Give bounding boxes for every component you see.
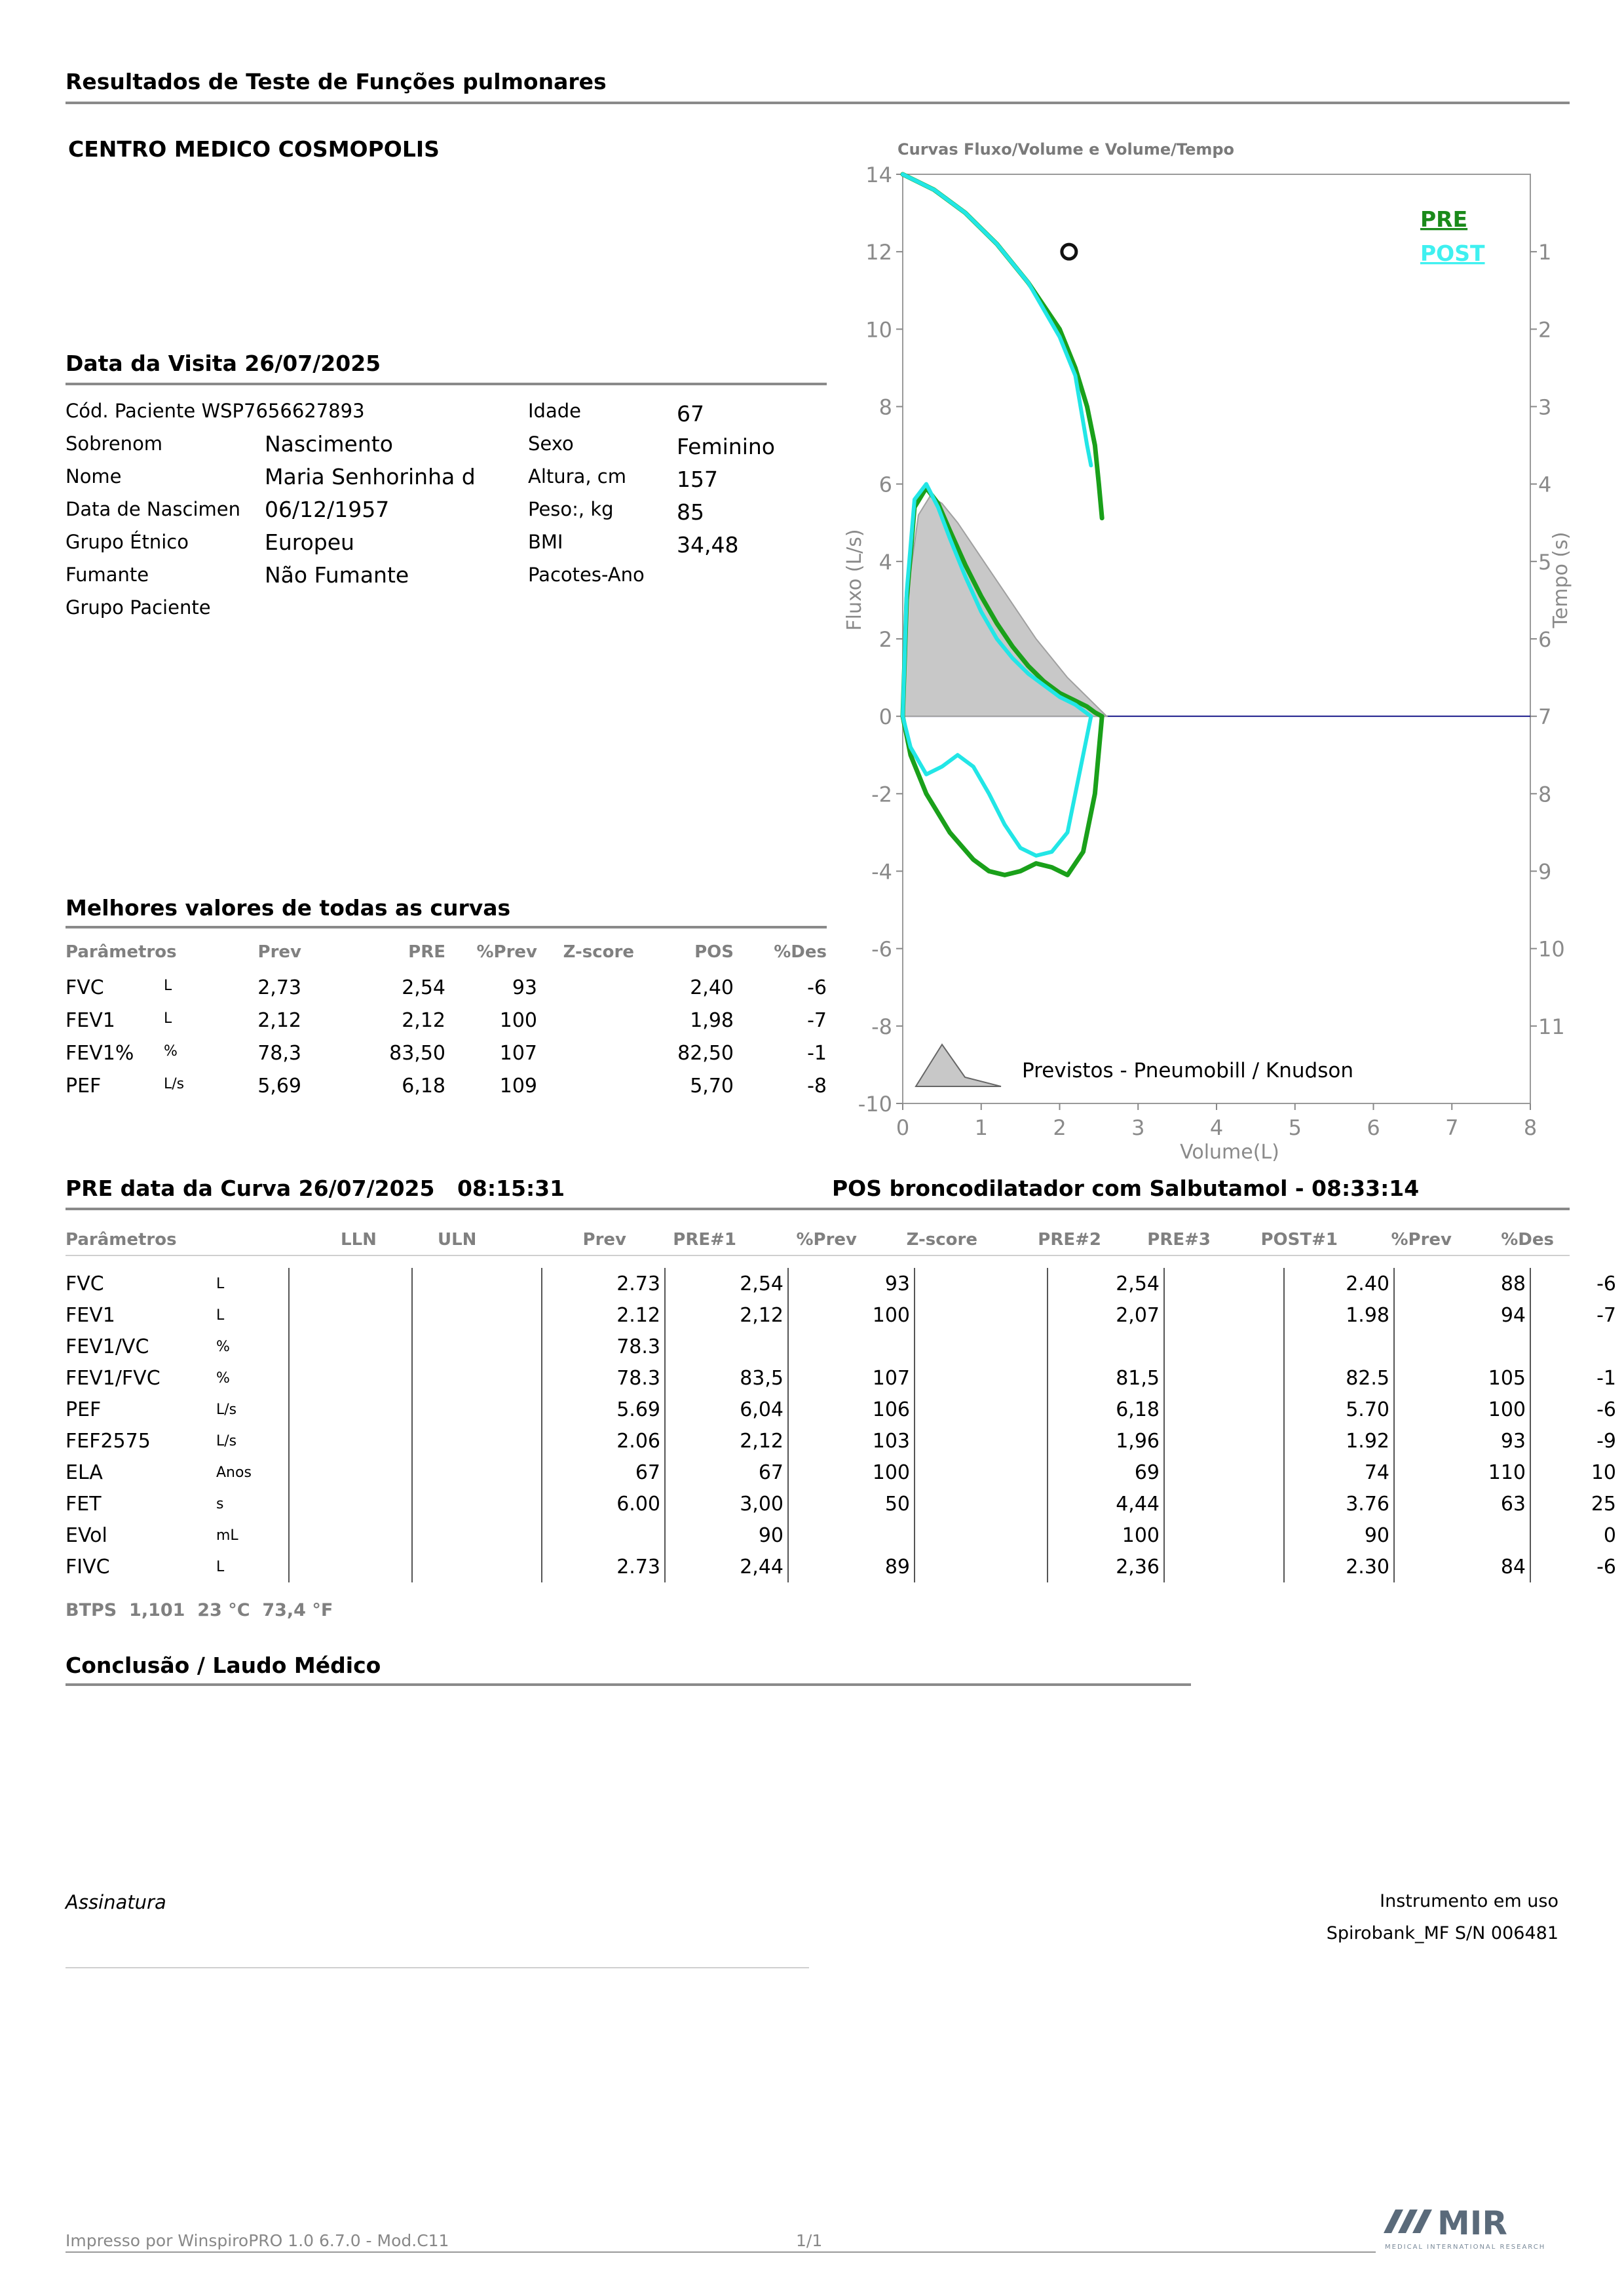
footer-printed-by: Impresso por WinspiroPRO 1.0 6.7.0 - Mod.C11 (66, 2231, 449, 2250)
instrument-label: Instrumento em uso (1380, 1891, 1558, 1911)
fev1-marker (1062, 244, 1076, 259)
pre-table-cell: 2,54 (665, 1268, 788, 1299)
best-values-header: POS (694, 942, 734, 962)
best-values-header: Z-score (563, 942, 634, 962)
pre-table-cell: Anos (216, 1464, 252, 1481)
pre-table-cell (412, 1299, 542, 1331)
patient-code: Cód. Paciente WSP7656627893 (66, 400, 365, 422)
pre-post-table (66, 1268, 1620, 1582)
x-tick-label: 3 (1131, 1115, 1145, 1140)
pre-table-cell: 2,07 (1048, 1299, 1164, 1331)
pre-table-cell: -6 (1530, 1268, 1620, 1299)
pre-table-cell (289, 1268, 412, 1299)
pre-table-cell: FEV1/FVC (66, 1366, 161, 1390)
pre-table-cell (1164, 1394, 1284, 1425)
pre-table-cell (412, 1551, 542, 1582)
pre-table-cell: 84 (1394, 1551, 1530, 1582)
pre-table-cell: FVC (66, 1272, 104, 1295)
best-values-header: %Des (774, 942, 827, 962)
pre-table-cell: 100 (788, 1457, 915, 1488)
best-values-header: %Prev (476, 942, 537, 962)
pre-table-cell (289, 1299, 412, 1331)
pre-table-cell (1164, 1331, 1284, 1362)
pre-table-header-cell: LLN (341, 1230, 377, 1250)
pre-table-cell: 5.70 (1284, 1394, 1394, 1425)
signature-line (66, 1967, 809, 1968)
pre-table-cell: 78.3 (542, 1362, 665, 1394)
series-pre-inspiratory (903, 716, 1102, 875)
pre-table-header-cell: Prev (582, 1230, 626, 1250)
pre-table-cell (915, 1331, 1048, 1362)
pre-table-cell: 67 (542, 1457, 665, 1488)
visit-heading: Data da Visita 26/07/2025 (66, 351, 381, 376)
pre-table-header-cell: ULN (438, 1230, 477, 1250)
pre-table-row (66, 1457, 1620, 1488)
pre-table-cell: L/s (216, 1432, 237, 1449)
pre-table-cell: 2,44 (665, 1551, 788, 1582)
visit-rule (66, 383, 827, 385)
pre-table-cell (788, 1520, 915, 1551)
best-values-cell-pos: 82,50 (677, 1042, 734, 1065)
mir-logo-sub: MEDICAL INTERNATIONAL RESEARCH (1385, 2244, 1546, 2251)
pre-table-cell: 90 (1284, 1520, 1394, 1551)
mir-logo-text: MIR (1437, 2204, 1507, 2242)
pre-table-cell: 94 (1394, 1299, 1530, 1331)
legend-post: POST (1420, 240, 1485, 266)
pre-table-cell: 1,96 (1048, 1425, 1164, 1457)
report-title: Resultados de Teste de Funções pulmonares (66, 69, 607, 94)
pre-curve-heading: PRE data da Curva 26/07/2025 08:15:31 (66, 1176, 565, 1201)
pre-table-cell (1394, 1520, 1530, 1551)
pre-table-cell: 2.40 (1284, 1268, 1394, 1299)
pre-table-cell: 2,54 (1048, 1268, 1164, 1299)
best-values-param: FEV1 (66, 1009, 115, 1032)
best-values-unit: L (164, 1010, 172, 1027)
pre-table-cell (915, 1394, 1048, 1425)
best-values-cell-pprev: 109 (499, 1075, 537, 1098)
y-tick-label: 0 (878, 704, 892, 730)
x-tick-label: 5 (1288, 1115, 1302, 1140)
pre-table-cell: 81,5 (1048, 1362, 1164, 1394)
pre-table-cell: 110 (1394, 1457, 1530, 1488)
conclusion-rule (66, 1683, 1191, 1686)
pre-table-cell: EVol (66, 1523, 107, 1547)
pre-table-cell: 6.00 (542, 1488, 665, 1520)
pre-table-cell: 0 (1530, 1520, 1620, 1551)
best-values-cell-pre: 6,18 (402, 1075, 445, 1098)
pre-table-cell: -9 (1530, 1425, 1620, 1457)
pre-table-header-cell: PRE#1 (673, 1230, 736, 1250)
pre-post-rule (66, 1208, 1570, 1210)
pre-table-cell (412, 1268, 542, 1299)
x-tick-label: 7 (1445, 1115, 1459, 1140)
y-tick-label: -10 (858, 1092, 892, 1117)
pre-table-row (66, 1394, 1620, 1425)
patient-left-label: Sobrenom (66, 432, 163, 455)
pre-table-cell: 1.92 (1284, 1425, 1394, 1457)
pre-table-cell: 93 (1394, 1425, 1530, 1457)
conclusion-heading: Conclusão / Laudo Médico (66, 1653, 381, 1678)
pre-table-cell (412, 1331, 542, 1362)
best-values-cell-pos: 5,70 (690, 1075, 734, 1098)
y-tick-label: -4 (871, 859, 892, 885)
pre-table-cell (788, 1331, 915, 1362)
chart-title: Curvas Fluxo/Volume e Volume/Tempo (897, 140, 1235, 159)
series-post-volume-time (903, 174, 1091, 465)
y2-tick-label: 9 (1538, 859, 1552, 885)
pre-table-cell: L (216, 1558, 225, 1575)
best-values-cell-des: -1 (807, 1042, 827, 1065)
pre-table-cell: 2.73 (542, 1268, 665, 1299)
pre-table-row (66, 1268, 1620, 1299)
pre-table-cell: -7 (1530, 1299, 1620, 1331)
y-tick-label: 12 (865, 240, 892, 265)
pre-table-header-cell: PRE#2 (1038, 1230, 1101, 1250)
pre-table-row (66, 1425, 1620, 1457)
predicted-legend-icon (916, 1044, 1001, 1086)
pre-table-cell (289, 1457, 412, 1488)
patient-left-label: Grupo Paciente (66, 596, 211, 619)
patient-left-label: Fumante (66, 564, 149, 586)
best-values-cell-prev: 2,12 (257, 1009, 301, 1032)
pre-table-row (66, 1520, 1620, 1551)
patient-left-value: Maria Senhorinha d (265, 464, 476, 489)
pre-table-cell (289, 1331, 412, 1362)
pre-table-cell: 74 (1284, 1457, 1394, 1488)
pre-table-cell (915, 1520, 1048, 1551)
best-values-cell-pprev: 100 (499, 1009, 537, 1032)
instrument-value: Spirobank_MF S/N 006481 (1326, 1923, 1558, 1943)
y2-tick-label: 1 (1538, 240, 1552, 265)
pre-table-cell (1530, 1331, 1620, 1362)
y2-tick-label: 5 (1538, 549, 1552, 575)
y-tick-label: -2 (871, 782, 892, 807)
pre-table-cell (289, 1394, 412, 1425)
series-post-inspiratory (903, 716, 1091, 856)
pre-table-cell: 78.3 (542, 1331, 665, 1362)
patient-left-label: Nome (66, 465, 122, 488)
pre-table-cell: PEF (66, 1398, 102, 1421)
best-values-cell-pprev: 93 (512, 976, 537, 999)
pre-table-cell (412, 1394, 542, 1425)
pre-table-cell: 2,36 (1048, 1551, 1164, 1582)
y-tick-label: 4 (878, 549, 892, 575)
pre-table-cell (1164, 1362, 1284, 1394)
patient-left-value: Europeu (265, 529, 354, 555)
best-values-cell-des: -6 (807, 976, 827, 999)
pre-table-cell: % (216, 1338, 230, 1355)
best-values-cell-pprev: 107 (499, 1042, 537, 1065)
patient-right-label: Idade (528, 400, 581, 422)
pre-table-cell: -1 (1530, 1362, 1620, 1394)
best-values-param: PEF (66, 1075, 102, 1098)
best-values-header: PRE (408, 942, 445, 962)
pre-table-cell: L/s (216, 1401, 237, 1418)
series-pre-volume-time (903, 174, 1102, 518)
patient-right-value: 34,48 (677, 532, 739, 558)
pre-table-cell: L (216, 1275, 225, 1292)
pre-table-header-cell: %Prev (1391, 1230, 1452, 1250)
best-values-header: Parâmetros (66, 942, 177, 962)
signature-label: Assinatura (66, 1891, 166, 1913)
patient-right-value: 67 (677, 401, 704, 427)
pre-table-cell: 69 (1048, 1457, 1164, 1488)
pre-table-cell: 93 (788, 1268, 915, 1299)
pre-table-cell: 2.30 (1284, 1551, 1394, 1582)
pre-table-cell: -6 (1530, 1551, 1620, 1582)
y-tick-label: 10 (865, 317, 892, 343)
y-tick-label: 14 (865, 163, 892, 187)
pre-table-row (66, 1331, 1620, 1362)
pre-table-cell: FIVC (66, 1555, 110, 1578)
pre-table-cell (665, 1331, 788, 1362)
best-values-cell-prev: 2,73 (257, 976, 301, 999)
pre-table-cell (542, 1520, 665, 1551)
best-values-cell-pre: 2,54 (402, 976, 445, 999)
y2-tick-label: 11 (1538, 1014, 1565, 1039)
pre-table-cell: 63 (1394, 1488, 1530, 1520)
predicted-legend-label: Previstos - Pneumobill / Knudson (1022, 1059, 1353, 1082)
predicted-area (903, 496, 1106, 716)
patient-left-label: Data de Nascimen (66, 498, 240, 520)
legend-pre: PRE (1420, 206, 1468, 232)
pre-table-cell: 6,18 (1048, 1394, 1164, 1425)
pre-table-cell: FEV1 (66, 1303, 115, 1327)
best-values-cell-des: -8 (807, 1075, 827, 1098)
pre-table-cell (1164, 1299, 1284, 1331)
pre-table-cell: L (216, 1307, 225, 1324)
pre-table-cell: mL (216, 1527, 238, 1544)
pre-table-cell (289, 1425, 412, 1457)
y-axis-label: Fluxo (L/s) (843, 529, 866, 631)
patient-left-value: Nascimento (265, 431, 393, 457)
x-tick-label: 1 (974, 1115, 988, 1140)
y2-tick-label: 8 (1538, 782, 1552, 807)
y-tick-label: 2 (878, 627, 892, 652)
pre-table-header-cell: %Prev (796, 1230, 857, 1250)
best-values-cell-pos: 1,98 (690, 1009, 734, 1032)
x-tick-label: 0 (896, 1115, 910, 1140)
mir-logo (1382, 2202, 1566, 2254)
pre-table-cell (1164, 1551, 1284, 1582)
pre-table-cell: 88 (1394, 1268, 1530, 1299)
flow-volume-chart (843, 138, 1572, 1173)
pre-table-cell (915, 1425, 1048, 1457)
pre-table-cell: 105 (1394, 1362, 1530, 1394)
x-tick-label: 8 (1523, 1115, 1538, 1140)
pre-table-cell: 82.5 (1284, 1362, 1394, 1394)
best-values-rule (66, 926, 827, 928)
y2-tick-label: 4 (1538, 472, 1552, 497)
chart-svg (843, 138, 1572, 1173)
post-heading: POS broncodilatador com Salbutamol - 08:33:14 (832, 1176, 1420, 1201)
pre-table-cell: 3.76 (1284, 1488, 1394, 1520)
x-tick-label: 2 (1053, 1115, 1067, 1140)
pre-table-header-cell: Z-score (906, 1230, 977, 1250)
pre-table-cell (1164, 1457, 1284, 1488)
footer-page: 1/1 (796, 2231, 823, 2250)
pre-table-cell: 100 (1048, 1520, 1164, 1551)
pre-table-cell: 50 (788, 1488, 915, 1520)
pre-table-cell (289, 1551, 412, 1582)
pre-table-cell (412, 1457, 542, 1488)
pre-table-cell: 10 (1530, 1457, 1620, 1488)
pre-table-cell (1164, 1520, 1284, 1551)
pre-table-header-cell: POST#1 (1260, 1230, 1338, 1250)
pre-table-cell (915, 1362, 1048, 1394)
pre-table-cell (1394, 1331, 1530, 1362)
y-tick-label: 6 (878, 472, 892, 497)
best-values-param: FVC (66, 976, 104, 999)
pre-table-cell: 4,44 (1048, 1488, 1164, 1520)
best-values-cell-prev: 5,69 (257, 1075, 301, 1098)
patient-right-label: Pacotes-Ano (528, 564, 645, 586)
patient-right-label: Altura, cm (528, 465, 626, 488)
pre-table-cell (1164, 1488, 1284, 1520)
pre-table-cell: 100 (1394, 1394, 1530, 1425)
pre-table-header-cell: %Des (1501, 1230, 1554, 1250)
pre-table-cell: % (216, 1369, 230, 1387)
pre-table-cell: 25 (1530, 1488, 1620, 1520)
pre-table-cell: 2.73 (542, 1551, 665, 1582)
pre-table-cell (1164, 1425, 1284, 1457)
pre-table-cell: 100 (788, 1299, 915, 1331)
pre-table-row (66, 1362, 1620, 1394)
pre-table-cell: FEF2575 (66, 1429, 151, 1453)
pre-table-cell: 2,12 (665, 1425, 788, 1457)
pre-table-cell: 5.69 (542, 1394, 665, 1425)
pre-table-header-cell: Parâmetros (66, 1230, 177, 1250)
pre-table-cell (1284, 1331, 1394, 1362)
patient-right-value: Feminino (677, 434, 775, 459)
pre-table-cell (915, 1299, 1048, 1331)
patient-right-value: 85 (677, 499, 704, 525)
pre-table-cell (915, 1551, 1048, 1582)
pre-table-cell: ELA (66, 1461, 103, 1484)
best-values-unit: % (164, 1043, 178, 1060)
pre-table-header-rule (66, 1255, 1570, 1256)
patient-right-label: Sexo (528, 432, 574, 455)
pre-table-cell (412, 1520, 542, 1551)
pre-table-cell: 106 (788, 1394, 915, 1425)
x-axis-label: Volume(L) (1180, 1141, 1279, 1164)
best-values-cell-prev: 78,3 (257, 1042, 301, 1065)
y2-tick-label: 6 (1538, 627, 1552, 652)
best-values-heading: Melhores valores de todas as curvas (66, 895, 511, 921)
pre-table-cell (915, 1457, 1048, 1488)
patient-left-value: 06/12/1957 (265, 497, 390, 522)
y2-tick-label: 10 (1538, 936, 1565, 962)
x-tick-label: 4 (1209, 1115, 1224, 1140)
best-values-cell-des: -7 (807, 1009, 827, 1032)
best-values-cell-pre: 2,12 (402, 1009, 445, 1032)
patient-right-label: Peso:, kg (528, 498, 614, 520)
pre-table-cell (1048, 1331, 1164, 1362)
pre-table-header-cell: PRE#3 (1147, 1230, 1211, 1250)
pre-table-cell (412, 1488, 542, 1520)
pre-table-cell: FEV1/VC (66, 1335, 149, 1358)
y-tick-label: 8 (878, 394, 892, 420)
pre-table-row (66, 1551, 1620, 1582)
pre-table-cell: FET (66, 1492, 102, 1516)
pre-table-cell: 2.06 (542, 1425, 665, 1457)
y2-tick-label: 2 (1538, 317, 1552, 343)
best-values-header: Prev (257, 942, 301, 962)
btps-line: BTPS 1,101 23 °C 73,4 °F (66, 1600, 333, 1620)
best-values-param: FEV1% (66, 1042, 134, 1065)
header-rule (66, 102, 1570, 104)
pre-table-cell: 107 (788, 1362, 915, 1394)
best-values-cell-pre: 83,50 (389, 1042, 445, 1065)
best-values-unit: L/s (164, 1076, 185, 1092)
x-tick-label: 6 (1367, 1115, 1380, 1140)
pre-table-row (66, 1488, 1620, 1520)
pre-table-cell: s (216, 1495, 224, 1512)
patient-left-value: Não Fumante (265, 562, 409, 588)
pre-table-cell: 1.98 (1284, 1299, 1394, 1331)
patient-right-value: 157 (677, 467, 718, 492)
patient-right-label: BMI (528, 531, 563, 553)
y2-tick-label: 7 (1538, 704, 1552, 730)
pre-table-cell: 90 (665, 1520, 788, 1551)
center-name: CENTRO MEDICO COSMOPOLIS (68, 136, 440, 162)
pre-table-row (66, 1299, 1620, 1331)
pre-table-cell (289, 1520, 412, 1551)
pre-table-cell: 3,00 (665, 1488, 788, 1520)
pre-table-cell: 67 (665, 1457, 788, 1488)
pre-table-cell: 83,5 (665, 1362, 788, 1394)
pre-table-cell (412, 1362, 542, 1394)
pre-table-cell (289, 1488, 412, 1520)
best-values-cell-pos: 2,40 (690, 976, 734, 999)
pre-table-cell (915, 1268, 1048, 1299)
pre-table-cell (412, 1425, 542, 1457)
best-values-unit: L (164, 978, 172, 994)
footer-rule (66, 2251, 1376, 2253)
pre-table-cell (289, 1362, 412, 1394)
patient-left-label: Grupo Étnico (66, 531, 189, 553)
pre-table-cell (1164, 1268, 1284, 1299)
pre-table-cell (915, 1488, 1048, 1520)
y2-axis-label: Tempo (s) (1549, 531, 1572, 628)
y-tick-label: -8 (871, 1014, 892, 1039)
pre-table-cell: 2.12 (542, 1299, 665, 1331)
mir-logo-icon (1382, 2202, 1566, 2254)
y2-tick-label: 3 (1538, 394, 1552, 420)
y-tick-label: -6 (871, 936, 892, 962)
pre-table-cell: 103 (788, 1425, 915, 1457)
pre-table-cell: 89 (788, 1551, 915, 1582)
pre-table-cell: 2,12 (665, 1299, 788, 1331)
pre-table-cell: 6,04 (665, 1394, 788, 1425)
pre-table-cell: -6 (1530, 1394, 1620, 1425)
